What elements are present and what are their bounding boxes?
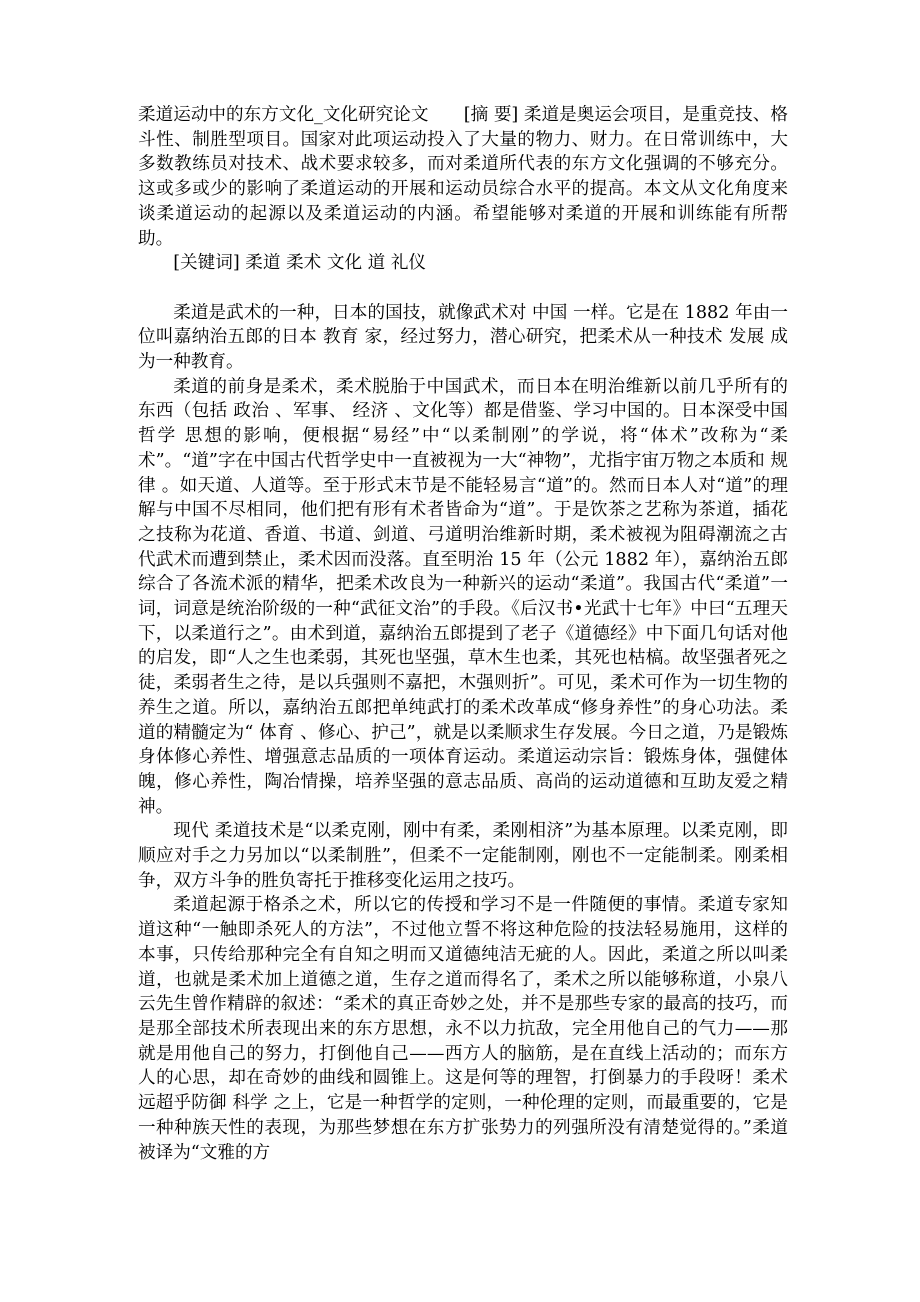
- abstract-text: 柔道是奥运会项目，是重竞技、格斗性、制胜型项目。国家对此项运动投入了大量的物力、财力。在日常训练中，大多数教练员对技术、战术要求较多，而对柔道所代表的东方文化强调的不够充分。这或多或少的影响了柔道运动的开展和运动员综合水平的提高。本文从文化角度来谈柔道运动的起源以及柔道运动的内涵。希望能够对柔道的开展和训练能有所帮助。: [138, 105, 788, 249]
- document-body: [138, 103, 788, 1165]
- keywords-paragraph: [138, 251, 788, 276]
- abstract-label: [摘 要]: [428, 105, 524, 125]
- paragraph-judo-origin: 柔道起源于格杀之术，所以它的传授和学习不是一件随便的事情。柔道专家知道这种“一触即杀死人的方法”，不过他立誓不将这种危险的技法轻易施用，这样的本事，只传给那种完全有自知之明而又道德纯洁无疵的人。因此，柔道之所以叫柔道，也就是柔术加上道德之道，生存之道而得名了，柔术之所以能够称道，小泉八云先生曾作精辟的叙述：“柔术的真正奇妙之处，并不是那些专家的最高的技巧，而是那全部技术所表现出来的东方思想，永不以力抗敌，完全用他自己的气力——那就是用他自己的努力，打倒他自己——西方人的脑筋，是在直线上活动的；而东方人的心思，却在奇妙的曲线和圆锥上。这是何等的理智，打倒暴力的手段呀！柔术远超乎防御 科学 之上，它是一种哲学的定则，一种伦理的定则，而最重要的，它是一种种族天性的表现，为那些梦想在东方扩张势力的列强所没有清楚觉得的。”柔道被译为“文雅的方: [138, 895, 788, 1163]
- document-title: 柔道运动中的东方文化_文化研究论文: [138, 105, 429, 125]
- paragraph-judo-principle: 现代 柔道技术是“以柔克刚，刚中有柔，柔刚相济”为基本原理。以柔克刚，即顺应对手之力另加以“以柔制胜”，但柔不一定能制刚，刚也不一定能制柔。刚柔相争，双方斗争的胜负寄托于推移变化运用之技巧。: [138, 821, 788, 891]
- keywords-text: 柔道 柔术 文化 道 礼仪: [245, 253, 427, 274]
- keywords-label: [关键词]: [173, 253, 246, 274]
- paragraph-judo-intro: 柔道是武术的一种，日本的国技，就像武术对 中国 一样。它是在 1882 年由一位叫嘉纳治五郎的日本 教育 家，经过努力，潜心研究，把柔术从一种技术 发展 成为一种教育。: [138, 302, 788, 373]
- paragraph-judo-history: 柔道的前身是柔术，柔术脱胎于中国武术，而日本在明治维新以前几乎所有的东西（包括 政治 、军事、 经济 、文化等）都是借鉴、学习中国的。日本深受中国 哲学 思想的影响，便根据“易经”中“以柔制刚”的学说，将“体术”改称为“柔术”。“道”字在中国古代哲学史中一直被视为一大“神物”，尤指宇宙万物之本质和 规律 。如天道、人道等。至于形式末节是不能轻易言“道”的。然而日本人对“道”的理解与中国不尽相同，他们把有形有术者皆命为“道”。于是饮茶之艺称为茶道，插花之技称为花道、香道、书道、剑道、弓道明治维新时期，柔术被视为阻碍潮流之古代武术而遭到禁止，柔术因而没落。直至明治 15 年（公元 1882 年），嘉纳治五郎综合了各流术派的精华，把柔术改良为一种新兴的运动“柔道”。我国古代“柔道”一词，词意是统治阶级的一种“武征文治”的手段。《后汉书•光武十七年》中曰“五理天下，以柔道行之”。由术到道，嘉纳治五郎提到了老子《道德经》中下面几句话对他的启发，即“人之生也柔弱，其死也坚强，草木生也柔，其死也枯槁。故坚强者死之徒，柔弱者生之待，是以兵强则不嘉把，木强则折”。可见，柔术可作为一切生物的养生之道。所以，嘉纳治五郎把单纯武打的柔术改革成“修身养性”的身心功法。柔道的精髓定为“ 体育 、修心、护己”，就是以柔顺求生存发展。今日之道，乃是锻炼身体修心养性、增强意志品质的一项体育运动。柔道运动宗旨：锻炼身体，强健体魄，修心养性，陶冶情操，培养坚强的意志品质、高尚的运动道德和互助友爱之精神。: [138, 376, 788, 817]
- abstract-paragraph: [138, 103, 788, 251]
